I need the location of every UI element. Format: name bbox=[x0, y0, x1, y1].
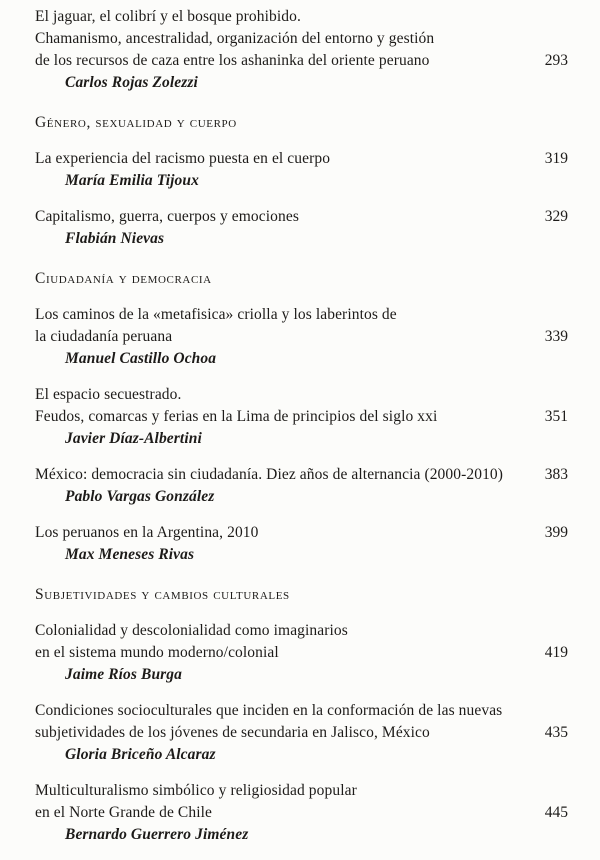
section-heading: Género, sexualidad y cuerpo bbox=[35, 114, 237, 131]
entry-page-number: 293 bbox=[544, 52, 568, 69]
entry-title-row bbox=[35, 50, 568, 72]
entry-page-number: 329 bbox=[544, 208, 568, 225]
toc-entry bbox=[35, 522, 568, 566]
entry-author: Carlos Rojas Zolezzi bbox=[65, 74, 198, 91]
toc-entry bbox=[35, 780, 568, 846]
entry-title-line: México: democracia sin ciudadanía. Diez años de alternancia (2000-2010) bbox=[35, 466, 504, 483]
entry-title-row bbox=[35, 722, 568, 744]
entry-title-line: Multiculturalismo simbólico y religiosidad popular bbox=[35, 782, 357, 799]
entry-title-row bbox=[35, 522, 568, 544]
entry-title-row bbox=[35, 326, 568, 348]
entry-title-line: Colonialidad y descolonialidad como imaginarios bbox=[35, 622, 348, 639]
entry-title-line: en el sistema mundo moderno/colonial bbox=[35, 644, 279, 661]
entry-author: Max Meneses Rivas bbox=[65, 546, 195, 563]
toc-entry bbox=[35, 384, 568, 450]
toc-entry bbox=[35, 206, 568, 250]
entry-title-line: Los caminos de la «metafisica» criolla y los laberintos de bbox=[35, 306, 397, 323]
section-heading: Subjetividades y cambios culturales bbox=[35, 586, 290, 603]
entry-title-line: Feudos, comarcas y ferias en la Lima de principios del siglo xxi bbox=[35, 408, 438, 425]
entry-page-number: 351 bbox=[544, 408, 568, 425]
entry-title-line: Capitalismo, guerra, cuerpos y emociones bbox=[35, 208, 299, 225]
entry-page-number: 445 bbox=[544, 804, 568, 821]
entry-title-line: Chamanismo, ancestralidad, organización del entorno y gestión bbox=[35, 30, 435, 47]
entry-title-row bbox=[35, 206, 568, 228]
entry-author: Gloria Briceño Alcaraz bbox=[65, 746, 216, 763]
entry-page-number: 319 bbox=[544, 150, 568, 167]
toc-list bbox=[35, 6, 568, 860]
toc-entry bbox=[35, 464, 568, 508]
entry-page-number: 399 bbox=[544, 524, 568, 541]
toc-entry bbox=[35, 148, 568, 192]
entry-author: Javier Díaz-Albertini bbox=[65, 430, 202, 447]
entry-page-number: 419 bbox=[544, 644, 568, 661]
entry-author: María Emilia Tijoux bbox=[65, 172, 199, 189]
entry-title-line: de los recursos de caza entre los ashaninka del oriente peruano bbox=[35, 52, 430, 69]
entry-title-line: El jaguar, el colibrí y el bosque prohibido. bbox=[35, 8, 301, 25]
entry-page-number: 383 bbox=[544, 466, 568, 483]
entry-title-row bbox=[35, 148, 568, 170]
entry-author: Manuel Castillo Ochoa bbox=[65, 350, 217, 367]
entry-title-line: La experiencia del racismo puesta en el cuerpo bbox=[35, 150, 331, 167]
entry-author: Jaime Ríos Burga bbox=[65, 666, 183, 683]
entry-author: Flabián Nievas bbox=[65, 230, 165, 247]
section-heading: Ciudadanía y democracia bbox=[35, 270, 212, 287]
entry-title-row bbox=[35, 802, 568, 824]
toc-entry bbox=[35, 620, 568, 686]
entry-title-line: Condiciones socioculturales que inciden en la conformación de las nuevas bbox=[35, 702, 503, 719]
entry-title-line: El espacio secuestrado. bbox=[35, 386, 182, 403]
entry-page-number: 339 bbox=[544, 328, 568, 345]
entry-page-number: 435 bbox=[544, 724, 568, 741]
entry-title-line: subjetividades de los jóvenes de secundaria en Jalisco, México bbox=[35, 724, 430, 741]
toc-entry bbox=[35, 6, 568, 94]
entry-title-row bbox=[35, 464, 568, 486]
entry-author: Pablo Vargas González bbox=[65, 488, 215, 505]
toc-entry bbox=[35, 700, 568, 766]
entry-title-row bbox=[35, 406, 568, 428]
entry-title-line: en el Norte Grande de Chile bbox=[35, 804, 213, 821]
toc-entry bbox=[35, 304, 568, 370]
entry-author: Bernardo Guerrero Jiménez bbox=[65, 826, 249, 843]
entry-title-line: la ciudadanía peruana bbox=[35, 328, 173, 345]
entry-title-row bbox=[35, 642, 568, 664]
entry-title-line: Los peruanos en la Argentina, 2010 bbox=[35, 524, 259, 541]
